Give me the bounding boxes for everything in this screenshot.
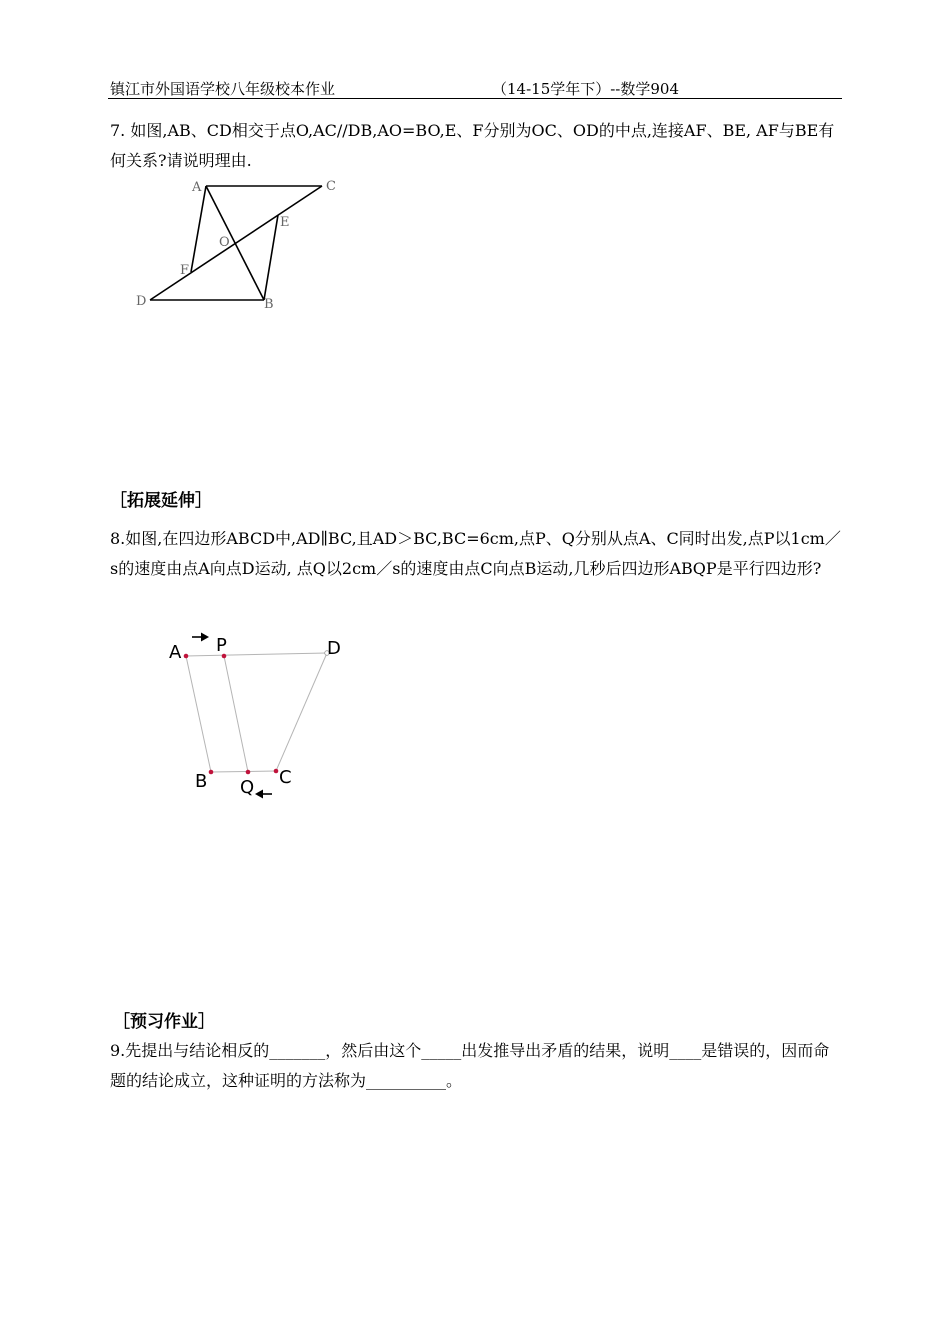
- label-p: P: [216, 635, 227, 656]
- label-e: E: [280, 215, 290, 230]
- label-b: B: [264, 297, 274, 312]
- label-d: D: [327, 638, 341, 659]
- label-d: D: [136, 294, 147, 309]
- segment-bc: [211, 771, 276, 772]
- point-q: [246, 770, 251, 775]
- segment-cd: [276, 653, 327, 771]
- segment-ad: [186, 653, 327, 656]
- segment-ab: [186, 656, 211, 772]
- question-7-text: 7. 如图,AB、CD相交于点O,AC//DB,AO=BO,E、F分别为OC、OD的中点,连接AF、BE, AF与BE有何关系?请说明理由.: [110, 121, 835, 170]
- question-8-text: 8.如图,在四边形ABCD中,AD∥BC,且AD＞BC,BC=6cm,点P、Q分别从点A、C同时出发,点P以1cm／s的速度由点A向点D运动, 点Q以2cm／s的速度由点C向点B运动,几秒后四边形ABQP是平行四边形?: [110, 529, 841, 578]
- header-term-subject: （14-15学年下）--数学904: [492, 80, 680, 98]
- question-7-figure: [130, 172, 350, 317]
- segment-pq: [224, 656, 248, 772]
- segment-dc: [150, 186, 322, 300]
- label-c: C: [279, 767, 292, 788]
- point-a: [184, 654, 189, 659]
- question-8-figure: [160, 625, 350, 805]
- header-school-title: 镇江市外国语学校八年级校本作业: [110, 80, 336, 98]
- section-extend-heading: ［拓展延伸］: [110, 491, 212, 511]
- header-divider: [108, 98, 842, 99]
- label-f: F: [180, 263, 190, 278]
- label-c: C: [326, 179, 336, 194]
- label-a: A: [192, 180, 202, 195]
- segment-be: [264, 215, 278, 300]
- segment-af: [191, 186, 206, 272]
- question-9-text: 9.先提出与结论相反的_______，然后由这个_____出发推导出矛盾的结果，说明____是错误的，因而命题的结论成立，这种证明的方法称为__________。: [110, 1041, 830, 1090]
- section-preview-heading: ［预习作业］: [113, 1012, 215, 1032]
- point-b: [209, 770, 214, 775]
- label-q: Q: [240, 777, 255, 798]
- arrow-left-icon: [255, 790, 272, 799]
- label-a: A: [169, 642, 182, 663]
- label-b: B: [195, 771, 208, 792]
- arrow-right-icon: [192, 633, 209, 642]
- point-c: [274, 769, 279, 774]
- label-o: O: [219, 235, 230, 250]
